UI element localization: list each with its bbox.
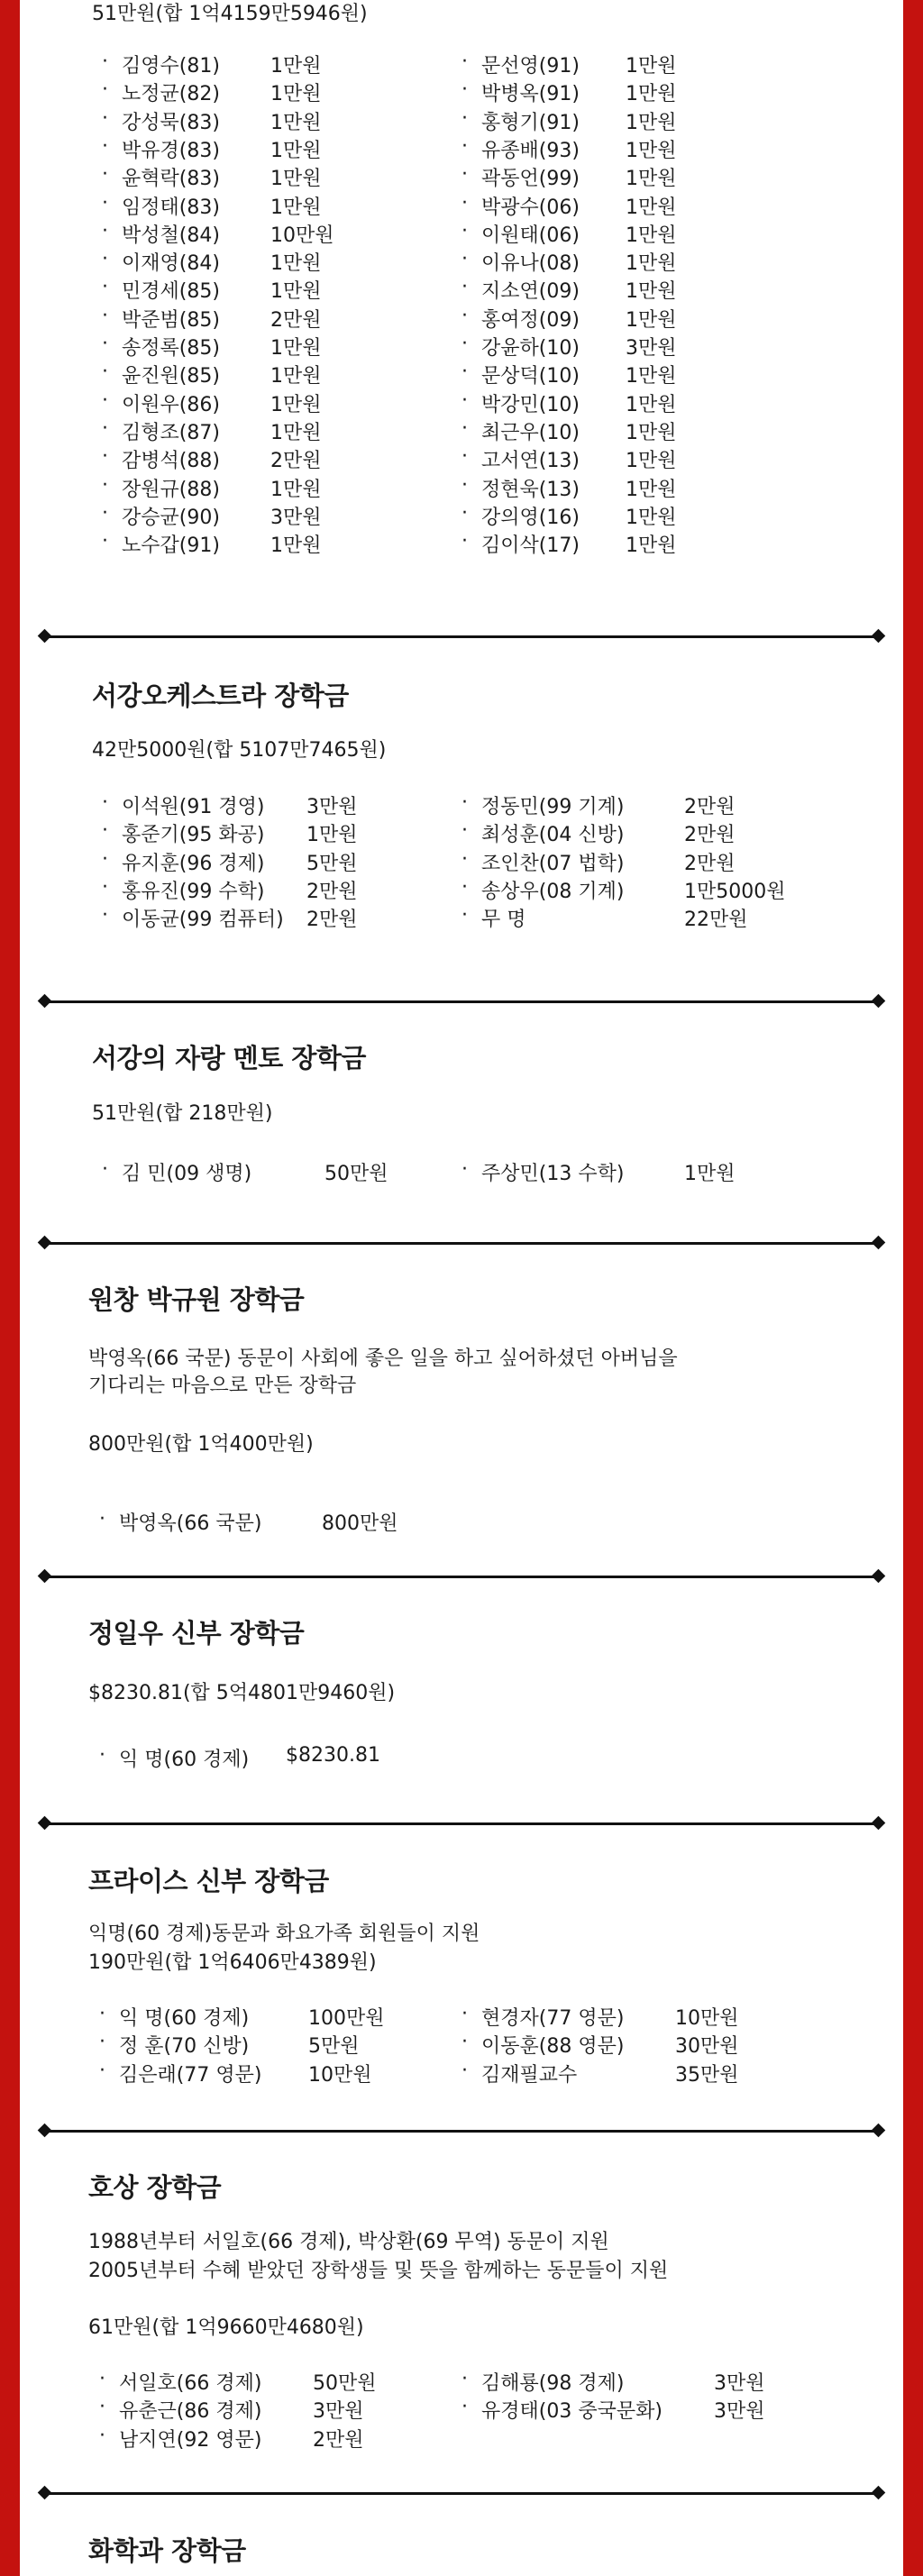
donation-amount: 1만원: [270, 393, 322, 416]
bullet-icon: ·: [99, 2031, 105, 2054]
donor-name: 최근우(10): [481, 421, 580, 444]
bullet-icon: ·: [102, 819, 108, 843]
donation-amount: 2만원: [684, 796, 736, 818]
donor-entry: [462, 2031, 739, 2059]
donation-amount: 1만원: [626, 139, 677, 162]
bullet-icon: ·: [462, 530, 468, 553]
section-description: 박영옥(66 국문) 동문이 사회에 좋은 일을 하고 싶어하셨던 아버님을: [88, 1347, 678, 1370]
bullet-icon: ·: [462, 163, 468, 187]
bullet-icon: ·: [462, 847, 468, 871]
donation-amount: 1만원: [626, 534, 677, 558]
donor-entry: [102, 819, 358, 847]
donor-entry: [462, 904, 748, 932]
bullet-icon: ·: [462, 388, 468, 412]
donor-entry: [462, 248, 677, 276]
donation-amount: 1만원: [270, 196, 322, 219]
donor-entry: [102, 474, 322, 502]
donation-amount: 3만원: [270, 506, 322, 529]
donor-entry: [462, 417, 677, 445]
donation-amount: 5만원: [306, 852, 358, 875]
donation-amount: 3만원: [313, 2400, 364, 2424]
bullet-icon: ·: [99, 2003, 105, 2025]
donation-amount: 1만원: [626, 365, 677, 388]
bullet-icon: ·: [462, 2368, 468, 2390]
bullet-icon: ·: [462, 219, 468, 242]
section-description: 익명(60 경제)동문과 화요가족 회원들이 지원: [88, 1923, 480, 1945]
donation-amount: 3만원: [306, 796, 358, 818]
donation-amount: 1만원: [270, 168, 322, 191]
donation-amount: 1만원: [626, 421, 677, 444]
donor-name: 유경태(03 중국문화): [481, 2400, 663, 2424]
donor-name: 박영옥(66 국문): [119, 1512, 262, 1535]
donation-amount: 50만원: [324, 1163, 388, 1185]
section-amount: 800만원(합 1억400만원): [88, 1433, 314, 1456]
bullet-icon: ·: [462, 106, 468, 130]
section-divider: [45, 1822, 878, 1825]
bullet-icon: ·: [462, 276, 468, 299]
donor-entry: [462, 819, 736, 847]
donation-amount: 1만원: [270, 83, 322, 106]
donor-entry: [102, 135, 322, 163]
section-divider: [45, 1576, 878, 1578]
bullet-icon: ·: [462, 2003, 468, 2025]
bullet-icon: ·: [102, 416, 108, 440]
donation-amount: 1만5000원: [684, 880, 786, 903]
donor-name: 이동균(99 컴퓨터): [122, 909, 284, 932]
donation-amount: 30만원: [675, 2035, 739, 2059]
bullet-icon: ·: [462, 333, 468, 355]
donor-name: 박준범(85): [122, 308, 220, 332]
bullet-icon: ·: [462, 304, 468, 327]
section-title: 호상 장학금: [88, 2172, 222, 2203]
donor-entry: [102, 333, 322, 361]
donor-name: 감병석(88): [122, 450, 220, 473]
bullet-icon: ·: [102, 530, 108, 553]
donor-name: 유춘근(86 경제): [119, 2400, 262, 2424]
donor-entry: [462, 135, 677, 163]
donor-name: 유종배(93): [481, 139, 580, 162]
donation-amount: 1만원: [270, 139, 322, 162]
bullet-icon: ·: [462, 248, 468, 271]
donation-amount: 2만원: [313, 2428, 364, 2452]
donor-name: 강성묵(83): [122, 111, 220, 134]
donation-amount: 1만원: [626, 196, 677, 219]
donor-entry: [99, 2425, 364, 2453]
donor-name: 이동훈(88 영문): [481, 2035, 625, 2059]
donor-entry: [462, 389, 677, 417]
donor-entry: [102, 1158, 388, 1186]
donor-name: 곽동언(99): [481, 168, 580, 191]
donor-name: 홍여정(09): [481, 308, 580, 332]
donor-name: 남지연(92 영문): [119, 2428, 262, 2452]
donor-entry: [102, 192, 322, 220]
bullet-icon: ·: [99, 1744, 105, 1767]
donation-amount: 2만원: [684, 852, 736, 875]
donor-name: 김영수(81): [122, 55, 220, 78]
bullet-icon: ·: [462, 50, 468, 73]
donation-amount: 3만원: [626, 337, 677, 360]
bullet-icon: ·: [102, 134, 108, 158]
section-title: 정일우 신부 장학금: [88, 1618, 305, 1649]
donor-entry: [462, 848, 736, 876]
donation-amount: 100만원: [308, 2007, 385, 2030]
bullet-icon: ·: [462, 819, 468, 843]
donor-entry: [99, 2396, 364, 2424]
section-amount: 51만원(합 218만원): [92, 1102, 273, 1125]
section-title: 프라이스 신부 장학금: [88, 1866, 329, 1896]
donor-name: 고서연(13): [481, 450, 580, 473]
bullet-icon: ·: [462, 2031, 468, 2054]
donor-name: 윤진원(85): [122, 365, 220, 388]
bullet-icon: ·: [462, 473, 468, 497]
donation-amount: 22만원: [684, 909, 748, 932]
donor-entry: [462, 107, 677, 135]
donor-entry: [102, 276, 322, 304]
section-description: 1988년부터 서일호(66 경제), 박상환(69 무역) 동문이 지원: [88, 2231, 609, 2253]
donor-entry: [462, 50, 677, 78]
donor-name: 김해룡(98 경제): [481, 2372, 625, 2395]
donation-amount: 1만원: [306, 824, 358, 847]
donation-amount: 1만원: [626, 224, 677, 247]
donor-entry: [462, 502, 677, 530]
left-red-border: [0, 0, 20, 2576]
donor-name: 이원우(86): [122, 393, 220, 416]
donor-name: 강승균(90): [122, 506, 220, 529]
bullet-icon: ·: [102, 361, 108, 384]
donation-amount: 1만원: [684, 1163, 736, 1185]
donor-entry: [99, 2060, 372, 2087]
bullet-icon: ·: [102, 219, 108, 242]
donor-name: 박성철(84): [122, 224, 220, 247]
bullet-icon: ·: [99, 2059, 105, 2082]
donation-amount: 2만원: [684, 824, 736, 847]
donor-entry: [462, 163, 677, 191]
donation-amount: 1만원: [626, 55, 677, 78]
donation-amount: 10만원: [270, 224, 334, 247]
donor-entry: [462, 791, 736, 819]
donor-entry: [462, 474, 677, 502]
donor-entry: [99, 1508, 398, 1536]
donor-name: 박강민(10): [481, 393, 580, 416]
donor-entry: [99, 1744, 380, 1772]
donor-entry: [102, 220, 334, 248]
donor-entry: [462, 2368, 765, 2396]
bullet-icon: ·: [102, 445, 108, 469]
bullet-icon: ·: [102, 248, 108, 271]
donation-amount: 1만원: [270, 365, 322, 388]
donor-entry: [102, 50, 322, 78]
donation-amount: 35만원: [675, 2063, 739, 2087]
section-amount: 190만원(합 1억6406만4389원): [88, 1951, 377, 1974]
bullet-icon: ·: [102, 501, 108, 525]
bullet-icon: ·: [462, 134, 468, 158]
donor-entry: [99, 2003, 385, 2031]
donor-name: 문선영(91): [481, 55, 580, 78]
donor-name: 지소연(09): [481, 280, 580, 304]
donor-name: 서일호(66 경제): [119, 2372, 262, 2395]
donor-name: 이원태(06): [481, 224, 580, 247]
donation-amount: 1만원: [626, 308, 677, 332]
donor-entry: [102, 389, 322, 417]
donor-entry: [102, 530, 322, 558]
donation-amount: 1만원: [270, 280, 322, 304]
donor-name: 박병옥(91): [481, 83, 580, 106]
donor-name: 익 명(60 경제): [119, 2007, 250, 2030]
donor-name: 임정태(83): [122, 196, 220, 219]
donation-amount: 1만원: [270, 421, 322, 444]
donor-name: 김 민(09 생명): [122, 1163, 252, 1185]
donor-entry: [462, 305, 677, 333]
donation-amount: 10만원: [675, 2007, 739, 2030]
donor-name: 김형조(87): [122, 421, 220, 444]
section-divider: [45, 2492, 878, 2495]
donor-entry: [462, 361, 677, 388]
bullet-icon: ·: [102, 276, 108, 299]
donation-amount: 1만원: [626, 280, 677, 304]
donation-amount: 2만원: [306, 909, 358, 932]
section-title: 서강오케스트라 장학금: [92, 681, 349, 711]
bullet-icon: ·: [99, 2368, 105, 2390]
donation-amount: 1만원: [626, 252, 677, 276]
donor-name: 문상덕(10): [481, 365, 580, 388]
bullet-icon: ·: [102, 791, 108, 814]
section-description: 기다리는 마음으로 만든 장학금: [88, 1375, 357, 1397]
bullet-icon: ·: [462, 791, 468, 814]
bullet-icon: ·: [102, 304, 108, 327]
donor-entry: [102, 107, 322, 135]
section-divider: [45, 635, 878, 638]
donation-amount: 2만원: [270, 450, 322, 473]
donor-entry: [102, 502, 322, 530]
bullet-icon: ·: [102, 473, 108, 497]
donor-entry: [102, 848, 358, 876]
bullet-icon: ·: [462, 78, 468, 102]
donation-amount: 3만원: [714, 2400, 765, 2424]
donor-entry: [102, 361, 322, 388]
donor-entry: [462, 192, 677, 220]
donor-name: 정현욱(13): [481, 478, 580, 501]
donor-name: 유지훈(96 경제): [122, 852, 265, 875]
donor-name: 김이삭(17): [481, 534, 580, 558]
donation-amount: 1만원: [626, 168, 677, 191]
donor-name: 정 훈(70 신방): [119, 2035, 250, 2059]
donation-amount: 2만원: [270, 308, 322, 332]
donor-name: 송상우(08 기계): [481, 880, 625, 903]
donor-entry: [462, 333, 677, 361]
donor-name: 이석원(91 경영): [122, 796, 265, 818]
scholarship-donation-list: [20, 0, 903, 2576]
bullet-icon: ·: [102, 904, 108, 927]
donor-entry: [462, 530, 677, 558]
donation-amount: 5만원: [308, 2035, 360, 2059]
donor-entry: [462, 876, 786, 904]
bullet-icon: ·: [462, 1158, 468, 1181]
donor-name: 익 명(60 경제): [119, 1749, 250, 1771]
bullet-icon: ·: [102, 333, 108, 355]
donor-name: 홍형기(91): [481, 111, 580, 134]
donation-amount: 1만원: [270, 55, 322, 78]
section-divider: [45, 1242, 878, 1245]
donation-amount: 1만원: [626, 450, 677, 473]
donor-name: 윤혁락(83): [122, 168, 220, 191]
donor-name: 이유나(08): [481, 252, 580, 276]
donor-name: 박유경(83): [122, 139, 220, 162]
donation-amount: 800만원: [322, 1512, 398, 1535]
section-title: 화학과 장학금: [88, 2535, 246, 2566]
bullet-icon: ·: [462, 2396, 468, 2419]
section-amount: 51만원(합 1억4159만5946원): [92, 3, 368, 25]
bullet-icon: ·: [462, 2059, 468, 2082]
donation-amount: 10만원: [308, 2063, 372, 2087]
donor-name: 현경자(77 영문): [481, 2007, 625, 2030]
donation-amount: 50만원: [313, 2372, 377, 2395]
donor-entry: [102, 876, 358, 904]
donor-entry: [462, 78, 677, 106]
bullet-icon: ·: [462, 445, 468, 469]
donor-name: 강의영(16): [481, 506, 580, 529]
donor-name: 노수갑(91): [122, 534, 220, 558]
donation-amount: 1만원: [270, 337, 322, 360]
donor-entry: [102, 305, 322, 333]
donor-name: 김재필교수: [481, 2063, 578, 2087]
section-title: 서강의 자랑 멘토 장학금: [92, 1043, 366, 1073]
bullet-icon: ·: [102, 163, 108, 187]
donor-name: 무 명: [481, 909, 526, 932]
donor-entry: [99, 2031, 360, 2059]
bullet-icon: ·: [102, 875, 108, 899]
bullet-icon: ·: [99, 2424, 105, 2447]
donor-entry: [99, 2368, 377, 2396]
bullet-icon: ·: [462, 416, 468, 440]
bullet-icon: ·: [462, 875, 468, 899]
bullet-icon: ·: [102, 50, 108, 73]
donor-entry: [462, 445, 677, 473]
donor-entry: [462, 2396, 765, 2424]
section-amount: 42만5000원(합 5107만7465원): [92, 739, 387, 762]
donor-name: 민경세(85): [122, 280, 220, 304]
donor-name: 최성훈(04 신방): [481, 824, 625, 847]
donation-amount: 1만원: [626, 478, 677, 501]
donor-name: 정동민(99 기계): [481, 796, 625, 818]
donor-entry: [462, 2060, 739, 2087]
section-divider: [45, 1000, 878, 1003]
section-amount: 61만원(합 1억9660만4680원): [88, 2316, 364, 2339]
donor-entry: [462, 220, 677, 248]
donor-entry: [462, 276, 677, 304]
donor-name: 김은래(77 영문): [119, 2063, 262, 2087]
donor-entry: [102, 445, 322, 473]
donor-entry: [102, 904, 358, 932]
donor-name: 조인찬(07 법학): [481, 852, 625, 875]
bullet-icon: ·: [462, 904, 468, 927]
donor-name: 노정균(82): [122, 83, 220, 106]
donor-name: 강윤하(10): [481, 337, 580, 360]
donation-amount: 1만원: [270, 534, 322, 558]
bullet-icon: ·: [462, 501, 468, 525]
donor-entry: [102, 163, 322, 191]
bullet-icon: ·: [462, 191, 468, 215]
donor-name: 박광수(06): [481, 196, 580, 219]
donor-name: 송정록(85): [122, 337, 220, 360]
donation-amount: 1만원: [270, 252, 322, 276]
donor-entry: [102, 791, 358, 819]
donation-amount: 1만원: [626, 83, 677, 106]
donor-entry: [102, 78, 322, 106]
bullet-icon: ·: [99, 1508, 105, 1530]
donation-amount: 1만원: [270, 111, 322, 134]
donor-entry: [462, 1158, 736, 1186]
bullet-icon: ·: [102, 78, 108, 102]
donation-amount: 1만원: [626, 506, 677, 529]
donor-name: 장원규(88): [122, 478, 220, 501]
donation-amount: 1만원: [626, 111, 677, 134]
section-description: 2005년부터 수혜 받았던 장학생들 및 뜻을 함께하는 동문들이 지원: [88, 2260, 669, 2282]
donor-name: 이재영(84): [122, 252, 220, 276]
donation-amount: 1만원: [626, 393, 677, 416]
donation-amount: $8230.81: [286, 1744, 380, 1767]
bullet-icon: ·: [99, 2396, 105, 2419]
section-amount: $8230.81(합 5억4801만9460원): [88, 1682, 396, 1704]
right-red-border: [903, 0, 923, 2576]
section-divider: [45, 2130, 878, 2133]
bullet-icon: ·: [102, 106, 108, 130]
bullet-icon: ·: [462, 361, 468, 384]
bullet-icon: ·: [102, 847, 108, 871]
donor-name: 주상민(13 수학): [481, 1163, 625, 1185]
bullet-icon: ·: [102, 1158, 108, 1181]
bullet-icon: ·: [102, 191, 108, 215]
donor-name: 홍준기(95 화공): [122, 824, 265, 847]
donation-amount: 1만원: [270, 478, 322, 501]
donor-entry: [102, 417, 322, 445]
donor-entry: [462, 2003, 739, 2031]
donor-entry: [102, 248, 322, 276]
bullet-icon: ·: [102, 388, 108, 412]
section-title: 원창 박규원 장학금: [88, 1284, 305, 1315]
donation-amount: 2만원: [306, 880, 358, 903]
donor-name: 홍유진(99 수학): [122, 880, 265, 903]
donation-amount: 3만원: [714, 2372, 765, 2395]
